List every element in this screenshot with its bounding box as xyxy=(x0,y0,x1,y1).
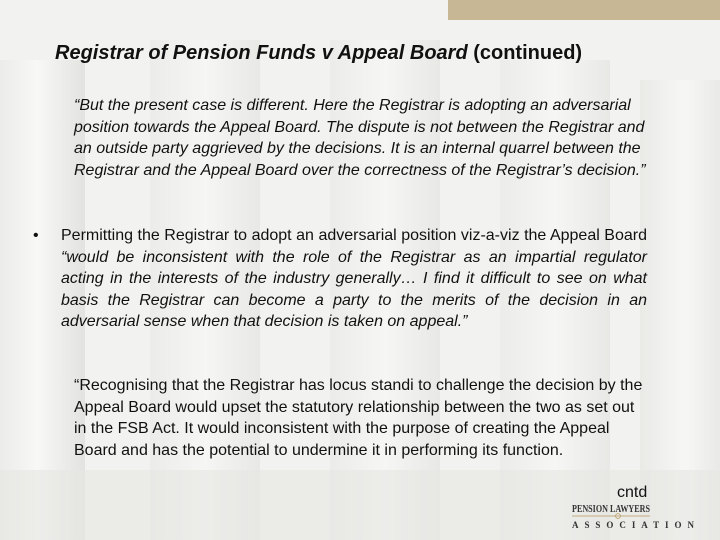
title-case-name: Registrar of Pension Funds v Appeal Board xyxy=(55,42,468,64)
continued-label: cntd xyxy=(617,484,648,501)
bullet-quote-text: “would be inconsistent with the role of the Registrar as an impartial regulator acting in the interests of the industry generally… I find it difficult to see on what basis the Registrar can become a party to the merits of the decision in an adversarial sense when that decision is taken on appeal.” xyxy=(61,248,647,331)
logo-line-1: PENSION LAWYERS xyxy=(572,503,650,515)
bullet-text xyxy=(61,225,647,333)
bullet-item xyxy=(25,225,655,333)
title-suffix: (continued) xyxy=(467,42,583,64)
pension-lawyers-association-logo xyxy=(570,490,698,534)
accent-bar xyxy=(448,0,720,20)
logo-line-2: ASSOCIATION xyxy=(572,520,694,530)
quote-paragraph-1: “But the present case is different. Here the Registrar is adopting an adversarial position towards the Appeal Board. The dispute is not between the Registrar and an outside party aggrieved by the decisions. It is an internal quarrel between the Registrar and the Appeal Board over the correctness of the Registrar’s decision.” xyxy=(74,97,646,179)
quote-paragraph-2: “Recognising that the Registrar has locus standi to challenge the decision by the Appeal Board would upset the statutory relationship between the two as set out in the FSB Act. It would inconsistent with the purpose of creating the Appeal Board and has the potential to undermine it in performing its function. xyxy=(74,377,643,459)
slide-title xyxy=(55,40,695,66)
bullet-marker: • xyxy=(33,227,39,244)
bullet-lead-text: Permitting the Registrar to adopt an adversarial position viz-a-viz the Appeal Board xyxy=(61,227,647,244)
